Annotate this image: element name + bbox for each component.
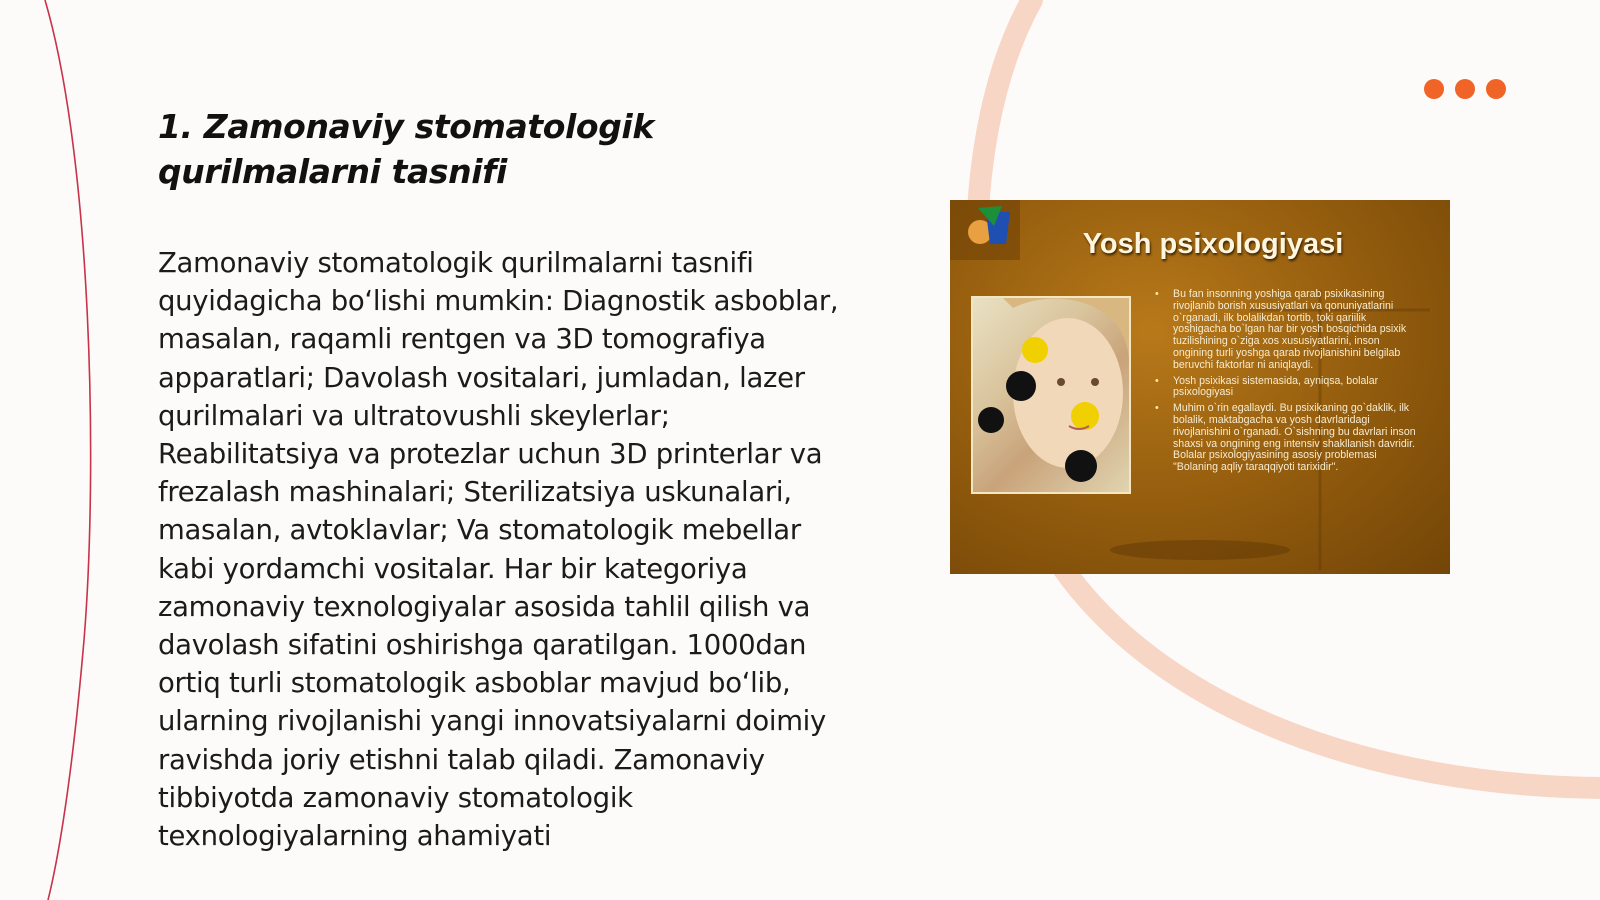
- dot-3: [1486, 79, 1506, 99]
- slide-title: 1. Zamonaviy stomatologik qurilmalarni tasnifi: [158, 107, 654, 191]
- embedded-slide-text: [1155, 289, 1417, 478]
- more-dots-icon: [1424, 79, 1506, 99]
- slide-body-text: Zamonaviy stomatologik qurilmalarni tasnifi quyidagicha boʻlishi mumkin: Diagnostik asboblar, masalan, raqamli rentgen va 3D tomografiya apparatlari; Davolash vositalari, jumladan, lazer qurilmalari va ultratovushli skeylerlar; Reabilitatsiya va protezlar uchun 3D printerlar va frezalash mashinalari; Sterilizatsiya uskunalari, masalan, avtoklavlar; Va stomatologik mebellar kabi yordamchi vositalar. Har bir kategoriya zamonaviy texnologiyalar asosida tahlil qilish va davolash sifatini oshirishga qaratilgan. 1000dan ortiq turli stomatologik asboblar mavjud boʻlib, ularning rivojlanishi yangi innovatsiyalarni doimiy ravishda joriy etishni talab qiladi. Zamonaviy tibbiyotda zamonaviy stomatologik texnologiyalarning ahamiyati: [158, 247, 839, 853]
- dot-2: [1455, 79, 1475, 99]
- embedded-slide-title: Yosh psixologiyasi: [1082, 228, 1344, 260]
- left-line-decoration: [45, 0, 91, 900]
- embedded-slide-image: [950, 200, 1450, 574]
- child-photo: [971, 296, 1131, 494]
- embedded-bullet: • Muhim o`rin egallaydi. Bu psixikaning go`daklik, ilk bolalik, maktabgacha va yosh davrlaridagi rivojlanishini o`rganadi. O`sishning bu davrlari inson shaxsi va ongining eng intensiv shakllanish davridir. Bolalar psixologiyasining asosiy problemasi "Bolaning aqliy taraqqiyoti tarixidir".: [1155, 403, 1417, 474]
- dot-1: [1424, 79, 1444, 99]
- child-face-illustration: [973, 298, 1129, 492]
- embedded-bullet: • Bu fan insonning yoshiga qarab psixikasining rivojlanib borish xususiyatlari va qonuniyatlarini o`rganadi, ilk bolalikdan tortib, toki qariilik yoshigacha bo`lgan har bir yosh bosqichida psixik tuzilishining o`ziga xos xususiyatlarini, inson ongining turli yoshga qarab rivojlanishini belgilab beruvchi faktorlar ni aniqlaydi.: [1155, 289, 1417, 372]
- embedded-bullet: • Yosh psixikasi sistemasida, ayniqsa, bolalar psixologiyasi: [1155, 376, 1417, 400]
